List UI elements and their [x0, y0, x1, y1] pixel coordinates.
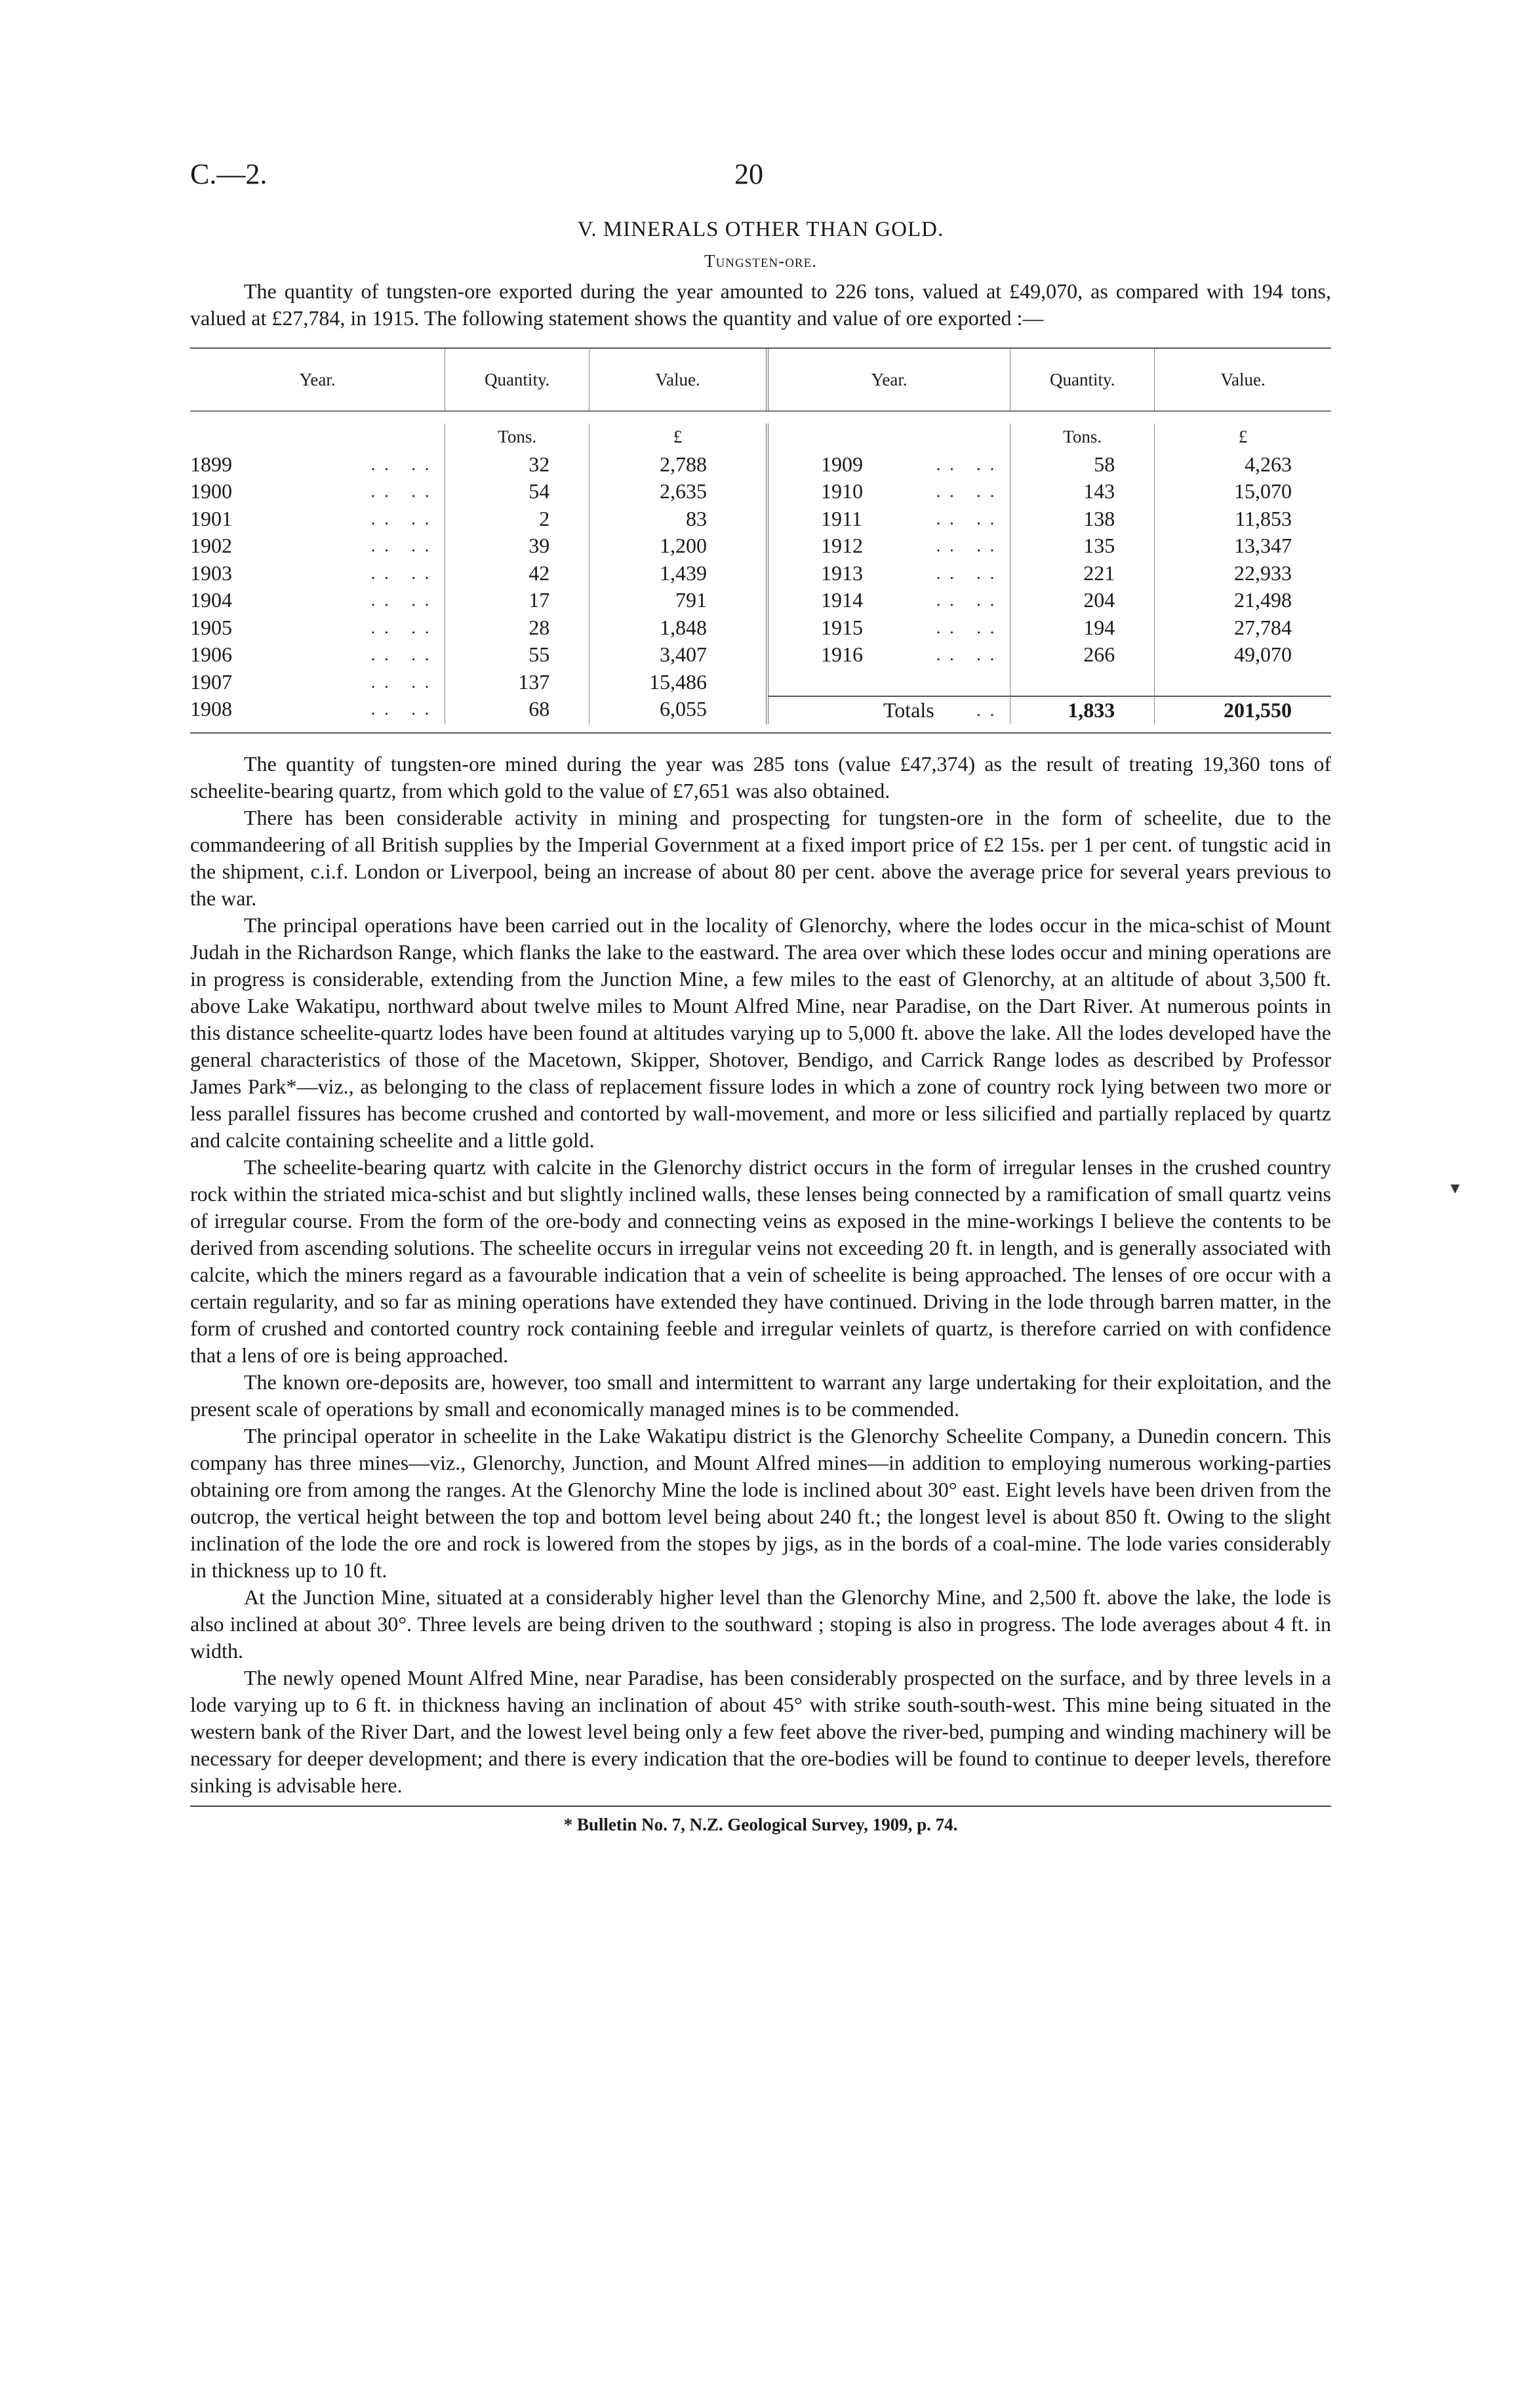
unit-tons-right: Tons. — [1063, 427, 1102, 446]
leader-dots: .. .. — [936, 482, 1004, 501]
value-cell: 6,055 — [659, 697, 707, 720]
column-year-left — [190, 424, 445, 724]
leader-dots: .. .. — [370, 536, 439, 555]
year-cell: 1912 — [820, 534, 863, 557]
quantity-cell: 42 — [529, 561, 550, 585]
header-quantity-right: Quantity. — [1010, 349, 1154, 410]
year-cell: 1905 — [190, 615, 232, 639]
year-cell: 1910 — [820, 479, 863, 503]
leader-dots: .. .. — [370, 591, 439, 610]
table-row-year — [190, 641, 445, 669]
year-cell: 1904 — [190, 588, 232, 612]
year-cell: 1907 — [190, 669, 232, 694]
table-row-year — [769, 478, 1010, 505]
unit-tons-left: Tons. — [498, 427, 537, 446]
section-subtitle: Tungsten-ore. — [704, 251, 817, 271]
body-paragraph: The principal operator in scheelite in the Lake Wakatipu district is the Glenorchy Scheelite Company, a Dunedin concern. This company has three mines—viz., Glenorchy, Junction, and Mount Alfred mines—in addition to employing numerous working-parties obtaining ore from among the ranges. At the Glenorchy Mine the lode is inclined about 30° east. Eight levels have been driven from the outcrop, the vertical height between the top and bottom level being about 240 ft.; the longest level is about 850 ft. Owing to the slight inclination of the lode the ore and rock is lowered from the stopes by jigs, as in the bords of a coal-mine. The lode varies considerably in thickness up to 10 ft. — [190, 1423, 1331, 1582]
totals-value: 201,550 — [1155, 696, 1331, 724]
year-cell: 1899 — [190, 452, 232, 476]
empty-cell — [769, 669, 1010, 696]
quantity-cell: 32 — [529, 452, 550, 476]
leader-dots: .. .. — [370, 618, 439, 637]
leader-dots: .. .. — [370, 563, 439, 583]
table-row-year — [190, 560, 445, 587]
quantity-cell: 135 — [1083, 534, 1115, 557]
value-cell: 49,070 — [1234, 642, 1292, 666]
year-cell: 1908 — [190, 697, 232, 720]
totals-label-cell — [769, 696, 1010, 724]
year-cell: 1916 — [820, 642, 863, 666]
quantity-cell: 58 — [1094, 452, 1115, 476]
table-row-year — [190, 614, 445, 642]
year-cell: 1906 — [190, 642, 232, 666]
column-year-right — [769, 424, 1010, 724]
body-paragraph: The principal operations have been carried out in the locality of Glenorchy, where the lodes occur in the mica-schist of Mount Judah in the Richardson Range, which flanks the lake to the eastward. The area over which these lodes occur and mining operations are in progress is considerable, extending from the Junction Mine, a few miles to the east of Glenorchy, at an altitude of about 3,500 ft. above Lake Wakatipu, northward about twelve miles to Mount Alfred Mine, near Paradise, on the Dart River. At numerous points in this distance scheelite-quartz lodes have been found at altitudes varying up to 5,000 ft. above the lake. All the lodes developed have the general characteristics of those of the Macetown, Skipper, Shotover, Bendigo, and Carrick Range lodes as described by Professor James Park*—viz., as belonging to the class of replacement fissure lodes in which a zone of country rock lying between two more or less parallel fissures has become crushed and contorted by wall-movement, and more or less silicified and partially replaced by quartz and calcite containing scheelite and a little gold. — [190, 913, 1331, 1152]
table-row-year — [769, 532, 1010, 560]
quantity-cell: 55 — [529, 642, 550, 666]
table-row-year — [190, 505, 445, 533]
table-header — [190, 349, 1331, 412]
margin-mark: ▾ — [1450, 1178, 1460, 1198]
leader-dots: .. .. — [936, 591, 1004, 610]
document-page — [190, 157, 1331, 1835]
header-quantity-left: Quantity. — [445, 349, 589, 410]
export-table — [190, 347, 1331, 734]
value-cell: 4,263 — [1245, 452, 1292, 476]
body-text — [190, 751, 1331, 1799]
year-cell: 1902 — [190, 534, 232, 557]
unit-pounds-right: £ — [1238, 427, 1248, 446]
value-cell: 21,498 — [1234, 588, 1292, 612]
quantity-cell: 266 — [1083, 642, 1115, 666]
header-value-left: Value. — [589, 349, 769, 410]
leader-dots: .. .. — [370, 454, 439, 474]
value-cell: 1,439 — [659, 561, 707, 585]
leader-dots: .. — [976, 701, 1004, 720]
quantity-cell: 39 — [529, 534, 550, 557]
table-row-year — [190, 696, 445, 723]
quantity-cell: 137 — [518, 669, 550, 694]
column-quantity-left — [445, 424, 589, 724]
section-title: V. MINERALS OTHER THAN GOLD. — [577, 218, 944, 241]
unit-pounds-left: £ — [673, 427, 683, 446]
value-cell: 791 — [675, 588, 707, 612]
year-cell: 1913 — [820, 561, 863, 585]
value-cell: 15,070 — [1234, 479, 1292, 503]
table-row-year — [769, 505, 1010, 533]
table-row-year — [190, 478, 445, 505]
unit-spacer — [769, 424, 1010, 451]
unit-spacer — [190, 424, 445, 451]
totals-label: Totals — [883, 698, 934, 722]
page-header — [190, 157, 1331, 210]
intro-paragraph: The quantity of tungsten-ore exported during the year amounted to 226 tons, valued at £49,070, as compared with 194 tons, valued at £27,784, in 1915. The following statement shows the quantity and value of ore exported :— — [190, 279, 1331, 330]
leader-dots: .. .. — [370, 482, 439, 501]
table-row-year — [769, 614, 1010, 642]
body-paragraph: The known ore-deposits are, however, too small and intermittent to warrant any large undertaking for their exploitation, and the present scale of operations by small and economically managed mines is to be commended. — [190, 1370, 1331, 1421]
quantity-cell: 143 — [1083, 479, 1115, 503]
year-cell: 1901 — [190, 506, 232, 530]
value-cell: 15,486 — [649, 669, 707, 694]
column-value-left — [589, 424, 769, 724]
footnote: * Bulletin No. 7, N.Z. Geological Survey, 1909, p. 74. — [563, 1814, 958, 1834]
quantity-cell: 2 — [539, 506, 550, 530]
table-row-year — [190, 451, 445, 479]
page-number: 20 — [734, 158, 763, 190]
leader-dots: .. .. — [936, 454, 1004, 474]
body-paragraph: The quantity of tungsten-ore mined during the year was 285 tons (value £47,374) as the result of treating 19,360 tons of scheelite-bearing quartz, from which gold to the value of £7,651 was also obtained. — [190, 751, 1331, 802]
body-paragraph: There has been considerable activity in mining and prospecting for tungsten-ore in the form of scheelite, due to the commandeering of all British supplies by the Imperial Government at a fixed import price of £2 15s. per 1 per cent. of tungstic acid in the shipment, c.i.f. London or Liverpool, being an increase of about 80 per cent. above the average price for several years previous to the war. — [190, 805, 1331, 910]
quantity-cell: 138 — [1083, 506, 1115, 530]
value-cell: 3,407 — [659, 642, 707, 666]
table-row-year — [769, 451, 1010, 479]
footnote-rule — [190, 1806, 1331, 1807]
value-cell: 27,784 — [1234, 615, 1292, 639]
year-cell: 1914 — [820, 588, 863, 612]
quantity-cell: 204 — [1083, 588, 1115, 612]
empty-cell — [1010, 669, 1154, 696]
quantity-cell: 221 — [1083, 561, 1115, 585]
quantity-cell: 28 — [529, 615, 550, 639]
table-row-year — [190, 587, 445, 614]
leader-dots: .. .. — [936, 618, 1004, 637]
year-cell: 1915 — [820, 615, 863, 639]
leader-dots: .. .. — [370, 645, 439, 664]
quantity-cell: 54 — [529, 479, 550, 503]
leader-dots: .. .. — [370, 700, 439, 719]
table-row-year — [190, 532, 445, 560]
value-cell: 83 — [685, 506, 707, 530]
header-year-right: Year. — [871, 369, 908, 389]
leader-dots: .. .. — [936, 509, 1004, 528]
body-paragraph: The scheelite-bearing quartz with calcite in the Glenorchy district occurs in the form of irregular lenses in the crushed country rock within the striated mica-schist and but slightly inclined walls, these lenses being connected by a ramification of small quartz veins of irregular course. From the form of the ore-body and connecting veins as exposed in the mine-workings I believe the contents to be derived from ascending solutions. The scheelite occurs in irregular veins not exceeding 20 ft. in length, and is generally associated with calcite, which the miners regard as a favourable indication that a vein of scheelite is being approached. The lenses of ore occur with a certain regularity, and so far as mining operations have extended they have continued. Driving in the lode through barren matter, in the form of crushed and contorted country rock containing feeble and irregular veinlets of quartz, is therefore carried on with confidence that a lens of ore is being approached. — [190, 1155, 1331, 1367]
leader-dots: .. .. — [936, 536, 1004, 555]
value-cell: 11,853 — [1235, 506, 1292, 530]
table-body — [190, 412, 1331, 732]
year-cell: 1909 — [820, 452, 863, 476]
leader-dots: .. .. — [370, 672, 439, 692]
quantity-cell: 17 — [529, 588, 550, 612]
header-value-right: Value. — [1154, 349, 1331, 410]
value-cell: 1,200 — [659, 534, 707, 557]
totals-quantity: 1,833 — [1010, 696, 1154, 724]
value-cell: 2,788 — [659, 452, 707, 476]
value-cell: 1,848 — [659, 615, 707, 639]
column-quantity-right — [1010, 424, 1154, 724]
body-paragraph: The newly opened Mount Alfred Mine, near Paradise, has been considerably prospected on the surface, and by three levels in a lode varying up to 6 ft. in thickness having an inclination of about 45° with strike south-south-west. This mine being situated in the western bank of the River Dart, and the lowest level being only a few feet above the river-bed, pumping and winding machinery will be necessary for deeper development; and there is every indication that the ore-bodies will be found to continue to deeper levels, therefore sinking is advisable here. — [190, 1665, 1331, 1797]
table-row-year — [190, 669, 445, 696]
quantity-cell: 194 — [1083, 615, 1115, 639]
year-cell: 1911 — [820, 506, 862, 530]
column-value-right — [1154, 424, 1331, 724]
table-row-year — [769, 641, 1010, 669]
table-row-year — [769, 560, 1010, 587]
leader-dots: .. .. — [936, 563, 1004, 583]
empty-cell — [1155, 669, 1331, 696]
leader-dots: .. .. — [370, 509, 439, 528]
value-cell: 13,347 — [1234, 534, 1292, 557]
leader-dots: .. .. — [936, 645, 1004, 664]
series-code: C.—2. — [190, 158, 268, 190]
body-paragraph: At the Junction Mine, situated at a considerably higher level than the Glenorchy Mine, and 2,500 ft. above the lake, the lode is also inclined at about 30°. Three levels are being driven to the southward ; stoping is also in progress. The lode averages about 4 ft. in width. — [190, 1585, 1331, 1663]
value-cell: 2,635 — [659, 479, 707, 503]
header-year-left: Year. — [299, 369, 336, 389]
table-row-year — [769, 587, 1010, 614]
quantity-cell: 68 — [529, 697, 550, 720]
year-cell: 1900 — [190, 479, 232, 503]
year-cell: 1903 — [190, 561, 232, 585]
value-cell: 22,933 — [1234, 561, 1292, 585]
